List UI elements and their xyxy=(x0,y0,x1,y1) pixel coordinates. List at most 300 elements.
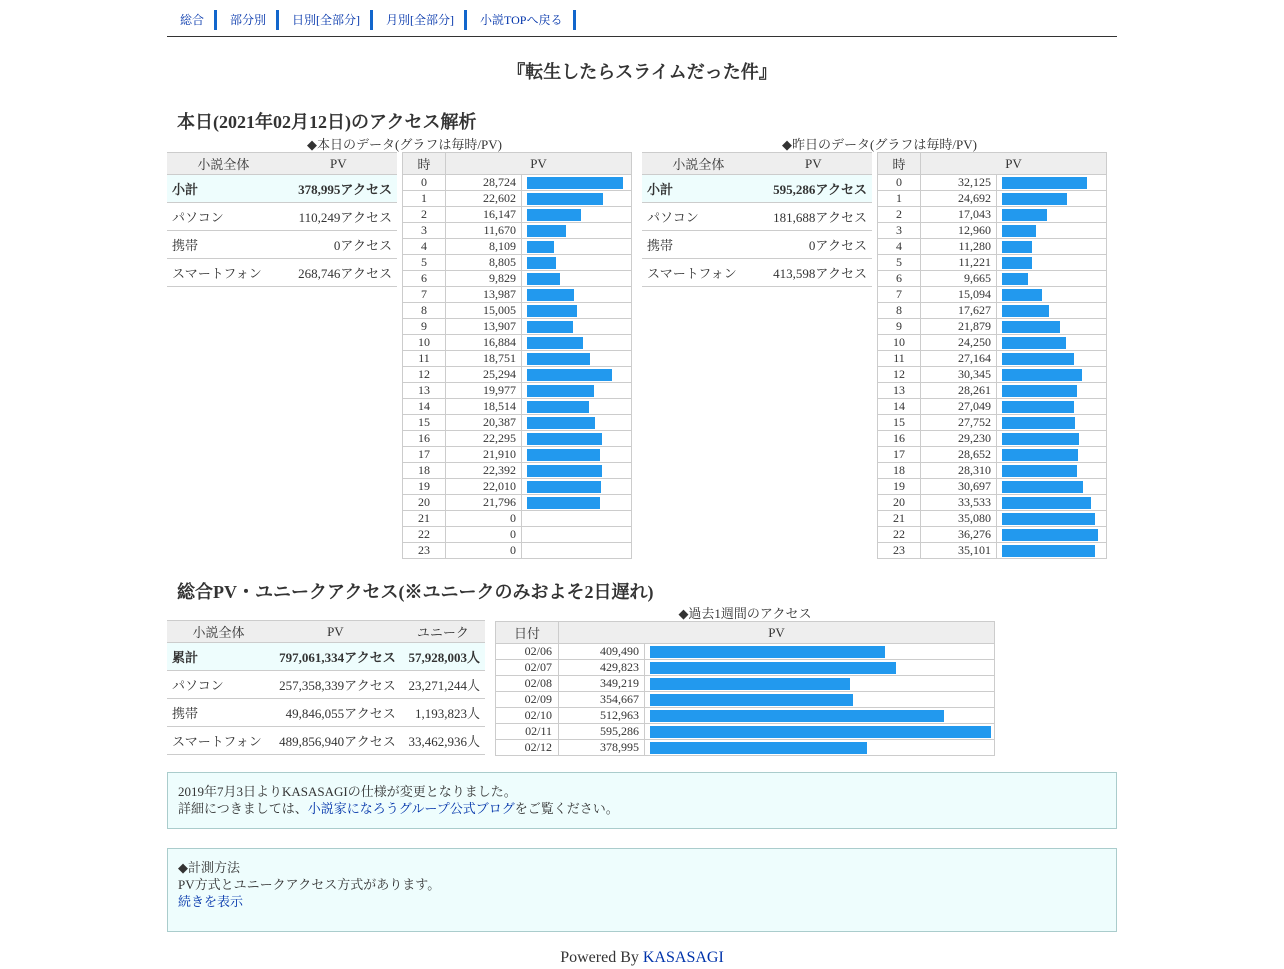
pv-bar xyxy=(650,646,885,658)
bar-cell xyxy=(997,479,1107,495)
hour-cell: 14 xyxy=(878,399,921,415)
bar-cell xyxy=(522,319,632,335)
pv-bar xyxy=(527,385,594,397)
table-row xyxy=(403,447,632,463)
bar-cell xyxy=(997,223,1107,239)
col-header: 時 xyxy=(403,153,446,175)
pv-bar xyxy=(1002,257,1032,269)
bar-cell xyxy=(645,692,995,708)
hour-cell: 10 xyxy=(878,335,921,351)
yesterday-caption: ◆昨日のデータ(グラフは毎時/PV) xyxy=(782,137,977,152)
pv-bar xyxy=(527,353,590,365)
table-row xyxy=(403,303,632,319)
hour-cell: 7 xyxy=(878,287,921,303)
table-row xyxy=(878,527,1107,543)
row-value: 0アクセス xyxy=(280,231,397,259)
pv-value: 0 xyxy=(446,543,522,559)
bar-cell xyxy=(997,399,1107,415)
table-row xyxy=(403,543,632,559)
hour-cell: 0 xyxy=(403,175,446,191)
bar-cell xyxy=(997,287,1107,303)
col-header: PV xyxy=(280,153,397,175)
date-cell: 02/12 xyxy=(496,740,559,756)
pv-value: 11,221 xyxy=(921,255,997,271)
row-unique: 1,193,823人 xyxy=(401,699,485,727)
date-cell: 02/11 xyxy=(496,724,559,740)
row-value: 378,995アクセス xyxy=(280,175,397,203)
total-summary-table xyxy=(167,620,485,755)
pv-bar xyxy=(527,433,602,445)
pv-value: 18,514 xyxy=(446,399,522,415)
pv-value: 19,977 xyxy=(446,383,522,399)
date-cell: 02/10 xyxy=(496,708,559,724)
nav-item-back-to-novel[interactable] xyxy=(467,10,575,30)
hour-cell: 18 xyxy=(878,463,921,479)
row-value: 0アクセス xyxy=(755,231,872,259)
pv-value: 354,667 xyxy=(559,692,645,708)
col-header: 小説全体 xyxy=(167,621,270,643)
bar-cell xyxy=(997,383,1107,399)
bar-cell xyxy=(522,383,632,399)
bar-cell xyxy=(522,335,632,351)
table-row xyxy=(878,367,1107,383)
row-value: 110,249アクセス xyxy=(280,203,397,231)
hour-cell: 4 xyxy=(403,239,446,255)
pv-value: 32,125 xyxy=(921,175,997,191)
table-row xyxy=(878,191,1107,207)
table-row xyxy=(642,175,872,203)
bar-cell xyxy=(522,399,632,415)
table-row xyxy=(167,203,397,231)
bar-cell xyxy=(522,351,632,367)
table-row xyxy=(878,383,1107,399)
pv-bar xyxy=(650,742,867,754)
pv-bar xyxy=(1002,449,1078,461)
pv-value: 0 xyxy=(446,511,522,527)
novel-title: 『転生したらスライムだった件』 xyxy=(507,62,777,82)
notice-text: をご覧ください。 xyxy=(514,801,619,816)
row-label: 累計 xyxy=(167,643,270,671)
table-row xyxy=(642,203,872,231)
pv-bar xyxy=(1002,385,1077,397)
bar-cell xyxy=(522,367,632,383)
pv-value: 11,280 xyxy=(921,239,997,255)
pv-bar xyxy=(1002,481,1083,493)
nav-link[interactable]: 部分別 xyxy=(230,13,267,27)
pv-value: 378,995 xyxy=(559,740,645,756)
table-row xyxy=(167,671,485,699)
pv-bar xyxy=(1002,321,1060,333)
pv-bar xyxy=(527,289,574,301)
table-row xyxy=(878,415,1107,431)
bar-cell xyxy=(522,303,632,319)
hour-cell: 2 xyxy=(878,207,921,223)
pv-bar xyxy=(527,369,612,381)
pv-bar xyxy=(650,694,853,706)
pv-bar xyxy=(1002,289,1042,301)
bar-cell xyxy=(997,191,1107,207)
table-row xyxy=(403,351,632,367)
hour-cell: 23 xyxy=(878,543,921,559)
pv-bar xyxy=(527,305,577,317)
row-pv: 797,061,334アクセス xyxy=(270,643,401,671)
pv-bar xyxy=(1002,497,1091,509)
bar-cell xyxy=(997,527,1107,543)
pv-bar xyxy=(1002,545,1095,557)
pv-bar xyxy=(527,241,554,253)
row-label: 小計 xyxy=(642,175,755,203)
hour-cell: 22 xyxy=(878,527,921,543)
hour-cell: 12 xyxy=(878,367,921,383)
pv-value: 33,533 xyxy=(921,495,997,511)
hour-cell: 1 xyxy=(403,191,446,207)
notice-body: PV方式とユニークアクセス方式があります。 xyxy=(178,877,441,892)
hour-cell: 6 xyxy=(403,271,446,287)
col-header: 小説全体 xyxy=(642,153,755,175)
pv-bar xyxy=(1002,305,1049,317)
hour-cell: 6 xyxy=(878,271,921,287)
hour-cell: 20 xyxy=(878,495,921,511)
table-row xyxy=(878,175,1107,191)
bar-cell xyxy=(522,511,632,527)
pv-value: 9,829 xyxy=(446,271,522,287)
pv-value: 20,387 xyxy=(446,415,522,431)
table-row xyxy=(878,207,1107,223)
pv-value: 8,109 xyxy=(446,239,522,255)
pv-bar xyxy=(650,726,991,738)
today-hourly-table xyxy=(402,152,632,559)
pv-bar xyxy=(527,321,573,333)
hour-cell: 8 xyxy=(878,303,921,319)
pv-value: 28,652 xyxy=(921,447,997,463)
top-nav xyxy=(167,10,1117,37)
pv-bar xyxy=(527,209,581,221)
pv-bar xyxy=(527,449,600,461)
pv-bar xyxy=(650,678,850,690)
bar-cell xyxy=(522,495,632,511)
table-row xyxy=(403,175,632,191)
nav-item-by-part[interactable] xyxy=(217,10,279,30)
bar-cell xyxy=(522,447,632,463)
pv-value: 8,805 xyxy=(446,255,522,271)
table-row xyxy=(878,543,1107,559)
notice-line xyxy=(168,800,1116,817)
notice-text: 詳細につきましては、 xyxy=(178,801,308,816)
nav-link[interactable]: 小説TOPへ戻る xyxy=(480,13,563,27)
row-pv: 489,856,940アクセス xyxy=(270,727,401,755)
table-row xyxy=(496,660,995,676)
table-row xyxy=(403,271,632,287)
bar-cell xyxy=(522,175,632,191)
table-row xyxy=(167,259,397,287)
row-pv: 49,846,055アクセス xyxy=(270,699,401,727)
hour-cell: 5 xyxy=(403,255,446,271)
pv-value: 21,910 xyxy=(446,447,522,463)
table-row xyxy=(878,335,1107,351)
col-header: 小説全体 xyxy=(167,153,280,175)
table-row xyxy=(403,239,632,255)
table-row xyxy=(878,431,1107,447)
hour-cell: 13 xyxy=(403,383,446,399)
hour-cell: 14 xyxy=(403,399,446,415)
table-row xyxy=(403,367,632,383)
pv-value: 30,697 xyxy=(921,479,997,495)
table-row xyxy=(496,724,995,740)
hour-cell: 13 xyxy=(878,383,921,399)
bar-cell xyxy=(997,303,1107,319)
pv-bar xyxy=(527,401,589,413)
table-row xyxy=(167,699,485,727)
bar-cell xyxy=(997,463,1107,479)
notice-title: ◆計測方法 xyxy=(178,860,240,875)
row-unique: 57,928,003人 xyxy=(401,643,485,671)
bar-cell xyxy=(997,415,1107,431)
bar-cell xyxy=(522,431,632,447)
pv-value: 25,294 xyxy=(446,367,522,383)
pv-bar xyxy=(527,193,603,205)
nav-link[interactable]: 総合 xyxy=(180,13,205,27)
row-label: スマートフォン xyxy=(167,727,270,755)
pv-bar xyxy=(1002,465,1077,477)
pv-bar xyxy=(1002,273,1028,285)
table-row xyxy=(496,692,995,708)
col-header: PV xyxy=(921,153,1107,175)
hour-cell: 16 xyxy=(878,431,921,447)
bar-cell xyxy=(522,223,632,239)
pv-value: 35,080 xyxy=(921,511,997,527)
col-header: ユニーク xyxy=(401,621,485,643)
pv-value: 35,101 xyxy=(921,543,997,559)
hour-cell: 18 xyxy=(403,463,446,479)
yesterday-hourly-table xyxy=(877,152,1107,559)
pv-value: 18,751 xyxy=(446,351,522,367)
hour-cell: 23 xyxy=(403,543,446,559)
table-row xyxy=(403,415,632,431)
col-header: 日付 xyxy=(496,622,559,644)
table-row xyxy=(167,643,485,671)
pv-value: 21,796 xyxy=(446,495,522,511)
pv-value: 15,094 xyxy=(921,287,997,303)
table-row xyxy=(403,319,632,335)
bar-cell xyxy=(997,495,1107,511)
nav-item-daily[interactable] xyxy=(279,10,373,30)
row-label: 携帯 xyxy=(167,231,280,259)
row-label: パソコン xyxy=(167,203,280,231)
pv-value: 22,392 xyxy=(446,463,522,479)
row-value: 595,286アクセス xyxy=(755,175,872,203)
pv-value: 12,960 xyxy=(921,223,997,239)
table-row xyxy=(403,399,632,415)
bar-cell xyxy=(522,271,632,287)
table-row xyxy=(642,231,872,259)
pv-bar xyxy=(1002,513,1095,525)
pv-value: 13,907 xyxy=(446,319,522,335)
pv-value: 16,884 xyxy=(446,335,522,351)
spec-change-notice xyxy=(167,772,1117,829)
bar-cell xyxy=(522,255,632,271)
hour-cell: 20 xyxy=(403,495,446,511)
table-row xyxy=(878,399,1107,415)
bar-cell xyxy=(645,740,995,756)
table-row xyxy=(403,335,632,351)
hour-cell: 19 xyxy=(403,479,446,495)
bar-cell xyxy=(522,207,632,223)
row-label: スマートフォン xyxy=(642,259,755,287)
hour-cell: 15 xyxy=(403,415,446,431)
read-more-link[interactable]: 続きを表示 xyxy=(178,894,244,909)
pv-bar xyxy=(1002,401,1074,413)
hour-cell: 21 xyxy=(878,511,921,527)
pv-bar xyxy=(527,225,566,237)
notice-line: 2019年7月3日よりKASASAGIの仕様が変更となりました。 xyxy=(178,784,517,799)
hour-cell: 22 xyxy=(403,527,446,543)
table-row xyxy=(878,303,1107,319)
pv-bar xyxy=(1002,417,1075,429)
pv-bar xyxy=(1002,529,1098,541)
bar-cell xyxy=(997,255,1107,271)
nav-item-monthly[interactable] xyxy=(373,10,467,30)
table-row xyxy=(878,463,1107,479)
pv-value: 28,310 xyxy=(921,463,997,479)
bar-cell xyxy=(997,175,1107,191)
bar-cell xyxy=(997,543,1107,559)
bar-cell xyxy=(522,415,632,431)
col-header: PV xyxy=(270,621,401,643)
hour-cell: 3 xyxy=(878,223,921,239)
measurement-notice xyxy=(167,848,1117,932)
row-unique: 33,462,936人 xyxy=(401,727,485,755)
table-row xyxy=(403,527,632,543)
pv-bar xyxy=(527,481,601,493)
row-label: パソコン xyxy=(642,203,755,231)
pv-value: 30,345 xyxy=(921,367,997,383)
table-row xyxy=(878,511,1107,527)
official-blog-link[interactable]: 小説家になろうグループ公式ブログ xyxy=(307,801,515,816)
table-row xyxy=(878,223,1107,239)
bar-cell xyxy=(997,319,1107,335)
bar-cell xyxy=(522,239,632,255)
bar-cell xyxy=(645,660,995,676)
hour-cell: 3 xyxy=(403,223,446,239)
pv-value: 11,670 xyxy=(446,223,522,239)
pv-value: 512,963 xyxy=(559,708,645,724)
table-row xyxy=(403,207,632,223)
date-cell: 02/07 xyxy=(496,660,559,676)
table-row xyxy=(403,223,632,239)
table-row xyxy=(496,740,995,756)
pv-bar xyxy=(1002,209,1047,221)
table-row xyxy=(496,676,995,692)
table-row xyxy=(403,479,632,495)
table-row xyxy=(878,351,1107,367)
pv-value: 29,230 xyxy=(921,431,997,447)
pv-value: 27,049 xyxy=(921,399,997,415)
table-row xyxy=(496,644,995,660)
pv-value: 22,010 xyxy=(446,479,522,495)
row-label: 携帯 xyxy=(167,699,270,727)
pv-value: 595,286 xyxy=(559,724,645,740)
nav-link[interactable]: 月別[全部分] xyxy=(386,13,455,27)
pv-bar xyxy=(1002,369,1082,381)
bar-cell xyxy=(522,527,632,543)
table-row xyxy=(403,191,632,207)
table-row xyxy=(878,287,1107,303)
hour-cell: 11 xyxy=(403,351,446,367)
bar-cell xyxy=(522,463,632,479)
kasasagi-link[interactable]: KASASAGI xyxy=(642,949,724,966)
bar-cell xyxy=(997,335,1107,351)
table-row xyxy=(878,319,1107,335)
table-row xyxy=(403,495,632,511)
table-row xyxy=(878,495,1107,511)
bar-cell xyxy=(522,543,632,559)
pv-value: 9,665 xyxy=(921,271,997,287)
hour-cell: 12 xyxy=(403,367,446,383)
pv-bar xyxy=(1002,337,1066,349)
hour-cell: 17 xyxy=(878,447,921,463)
row-label: パソコン xyxy=(167,671,270,699)
pv-bar xyxy=(1002,177,1087,189)
bar-cell xyxy=(997,239,1107,255)
pv-bar xyxy=(1002,241,1032,253)
pv-bar xyxy=(1002,353,1074,365)
date-cell: 02/06 xyxy=(496,644,559,660)
row-label: 携帯 xyxy=(642,231,755,259)
pv-value: 27,752 xyxy=(921,415,997,431)
today-caption: ◆本日のデータ(グラフは毎時/PV) xyxy=(307,137,502,152)
pv-bar xyxy=(527,257,556,269)
row-value: 181,688アクセス xyxy=(755,203,872,231)
bar-cell xyxy=(997,431,1107,447)
nav-link[interactable]: 日別[全部分] xyxy=(292,13,361,27)
table-row xyxy=(403,431,632,447)
hour-cell: 7 xyxy=(403,287,446,303)
pv-value: 36,276 xyxy=(921,527,997,543)
hour-cell: 10 xyxy=(403,335,446,351)
total-section-title: 総合PV・ユニークアクセス(※ユニークのみおよそ2日遅れ) xyxy=(177,582,654,602)
col-header: PV xyxy=(559,622,995,644)
hour-cell: 15 xyxy=(878,415,921,431)
hour-cell: 8 xyxy=(403,303,446,319)
hour-cell: 9 xyxy=(403,319,446,335)
table-row xyxy=(167,175,397,203)
bar-cell xyxy=(997,367,1107,383)
bar-cell xyxy=(645,708,995,724)
bar-cell xyxy=(645,724,995,740)
pv-value: 349,219 xyxy=(559,676,645,692)
hour-cell: 16 xyxy=(403,431,446,447)
pv-value: 429,823 xyxy=(559,660,645,676)
bar-cell xyxy=(997,351,1107,367)
pv-value: 21,879 xyxy=(921,319,997,335)
pv-value: 0 xyxy=(446,527,522,543)
powered-by-text: Powered By xyxy=(560,949,643,966)
table-row xyxy=(878,239,1107,255)
table-row xyxy=(403,287,632,303)
pv-value: 409,490 xyxy=(559,644,645,660)
nav-item-overview[interactable] xyxy=(167,10,217,30)
table-row xyxy=(878,255,1107,271)
pv-bar xyxy=(1002,433,1079,445)
bar-cell xyxy=(522,191,632,207)
bar-cell xyxy=(522,479,632,495)
table-row xyxy=(167,231,397,259)
table-row xyxy=(878,447,1107,463)
date-cell: 02/09 xyxy=(496,692,559,708)
hour-cell: 21 xyxy=(403,511,446,527)
pv-bar xyxy=(527,177,623,189)
hour-cell: 1 xyxy=(878,191,921,207)
